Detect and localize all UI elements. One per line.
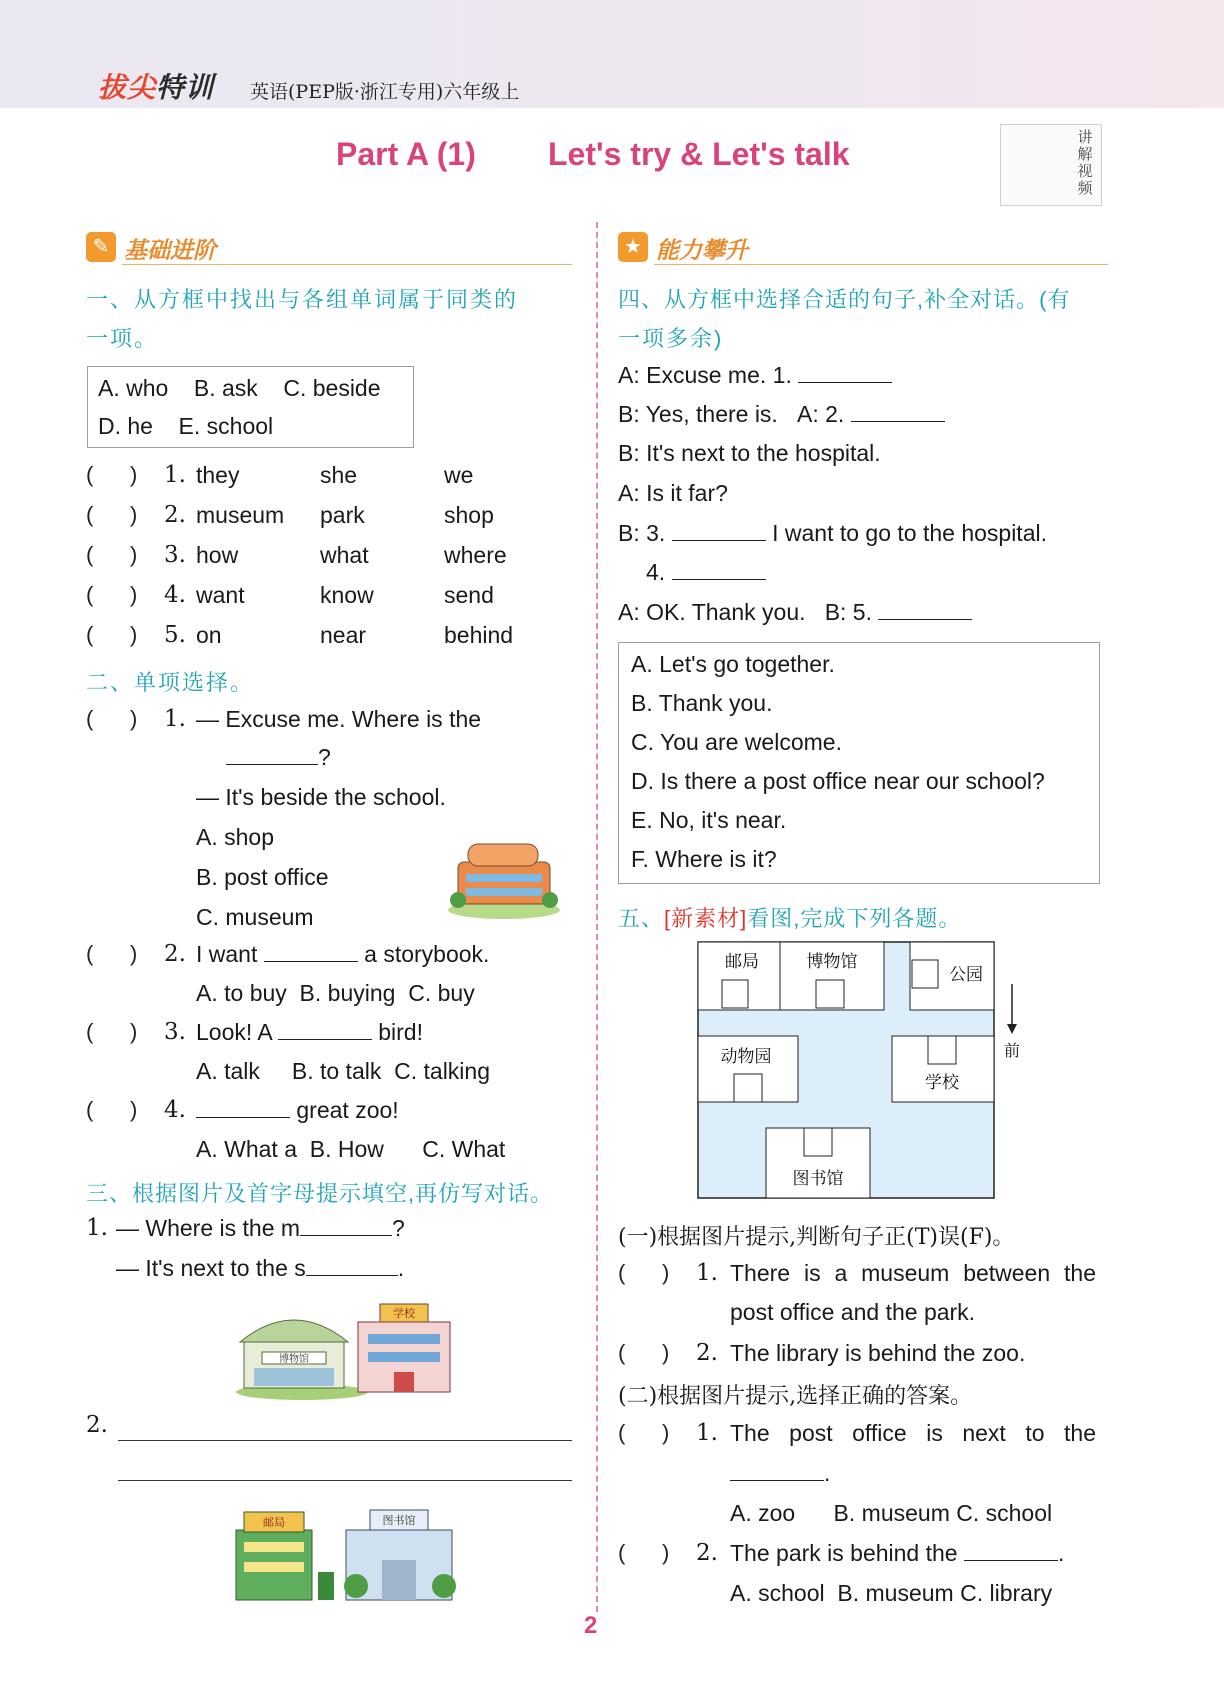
q5-p2-item2-options: A. school B. museum C. library (730, 1580, 1053, 1606)
q4-blank-3[interactable] (672, 522, 766, 541)
column-divider (596, 222, 598, 1612)
left-section-underline (122, 264, 572, 265)
q1-answer-paren[interactable]: ( ) (86, 462, 138, 487)
q1-word-1: museum (196, 502, 285, 528)
q2-item3-blank[interactable] (278, 1021, 372, 1040)
q1-word-1: on (196, 622, 222, 648)
q2-item4-stem: great zoo! (196, 1097, 399, 1124)
q1-options-line2: D. he E. school (98, 413, 274, 439)
q2-item4-answer-paren[interactable]: ( ) (86, 1097, 138, 1122)
q5-p1-item1-line1: There is a museum between the (730, 1260, 1096, 1286)
q5-p1-item2-paren[interactable]: ( ) (618, 1340, 670, 1365)
q4-blank-1[interactable] (798, 364, 892, 383)
map-zoo-label: 动物园 (720, 1047, 772, 1067)
q3-write-line2[interactable] (118, 1480, 572, 1481)
video-qr-box[interactable] (1000, 124, 1102, 206)
q4-dialog-5: B: 3. I want to go to the hospital. (618, 520, 1047, 546)
q4-dialog-7: A: OK. Thank you. B: 5. (618, 599, 972, 626)
museum-illustration (444, 830, 564, 920)
q3-item2-number: 2. (86, 1412, 108, 1438)
q5-p1-item2-text: The library is behind the zoo. (730, 1340, 1026, 1366)
q1-item-number: 5. (164, 622, 186, 648)
left-section-title: 基础进阶 (124, 237, 216, 263)
q2-item4-number: 4. (164, 1097, 186, 1123)
q4-option: A. Let's go together. (631, 651, 835, 677)
q4-dialog-2: B: Yes, there is. A: 2. (618, 401, 945, 428)
q1-word-3: behind (444, 622, 514, 648)
q1-word-2: near (320, 622, 367, 648)
town-map (696, 940, 1026, 1202)
q1-answer-paren[interactable]: ( ) (86, 502, 138, 527)
q5-instruction: 五、[新素材]看图,完成下列各题。 (618, 906, 962, 931)
climber-icon: ★ (618, 232, 648, 262)
q5-p2-item2-paren[interactable]: ( ) (618, 1540, 670, 1565)
q2-item1-answer-paren[interactable]: ( ) (86, 706, 138, 731)
q1-answer-paren[interactable]: ( ) (86, 542, 138, 567)
left-section-header (86, 228, 572, 268)
q2-item1-line1: — Excuse me. Where is the (196, 706, 482, 732)
q1-word-2: know (320, 582, 374, 608)
q4-option: C. You are welcome. (631, 729, 842, 755)
q4-dialog-6: 4. (646, 559, 766, 586)
q1-word-2: she (320, 462, 358, 488)
library-sign: 图书馆 (382, 1514, 416, 1527)
map-park-label: 公园 (949, 965, 983, 985)
q2-item3-options: A. talk B. to talk C. talking (196, 1058, 491, 1084)
q5-p2-item1-number: 1. (696, 1420, 718, 1446)
q1-word-3: we (444, 462, 474, 488)
q2-item2-blank[interactable] (264, 943, 358, 962)
q5-p1-item2-number: 2. (696, 1340, 718, 1366)
postoffice-library-illustration (232, 1506, 458, 1606)
q2-item3-number: 3. (164, 1019, 186, 1045)
q1-word-3: send (444, 582, 494, 608)
q2-item2-stem: I want a storybook. (196, 941, 490, 967)
q2-item3-stem: Look! A bird! (196, 1019, 423, 1045)
q2-item1-number: 1. (164, 706, 186, 732)
q5-p2-item1-options: A. zoo B. museum C. school (730, 1500, 1053, 1526)
q4-blank-2[interactable] (851, 403, 945, 422)
q1-word-1: want (196, 582, 245, 608)
q3-line2: — It's next to the s . (116, 1255, 405, 1281)
q1-answer-paren[interactable]: ( ) (86, 622, 138, 647)
q2-item3-answer-paren[interactable]: ( ) (86, 1019, 138, 1044)
q1-word-1: how (196, 542, 239, 568)
q2-item1-option-a: A. shop (196, 824, 274, 850)
q5-p2-item2-blank[interactable] (964, 1542, 1058, 1561)
q5-p2-item1-text: The post office is next to the (730, 1420, 1096, 1446)
q4-dialog-1: A: Excuse me. 1. (618, 362, 892, 389)
q4-blank-5[interactable] (878, 601, 972, 620)
q2-item2-answer-paren[interactable]: ( ) (86, 941, 138, 966)
new-material-tag: [新素材] (664, 906, 748, 931)
q5-p2-item1-blank-line: . (730, 1460, 830, 1487)
q3-blank-s[interactable] (306, 1257, 398, 1276)
q2-item1-line2: ? (226, 744, 331, 771)
school-sign: 学校 (393, 1307, 415, 1320)
q4-instruction-line1: 四、从方框中选择合适的句子,补全对话。(有 (618, 287, 1071, 312)
map-library-label: 图书馆 (792, 1169, 844, 1189)
q1-options-box (87, 366, 414, 448)
runner-icon: ✎ (86, 232, 116, 262)
right-section-underline (654, 264, 1108, 265)
q4-options-box (618, 642, 1100, 884)
q1-word-3: shop (444, 502, 494, 528)
q5-p1-item1-paren[interactable]: ( ) (618, 1260, 670, 1285)
q2-item1-option-b: B. post office (196, 864, 329, 890)
q1-word-3: where (444, 542, 507, 568)
q2-item1-line3: — It's beside the school. (196, 784, 446, 810)
map-school-label: 学校 (925, 1073, 959, 1093)
q3-blank-m[interactable] (300, 1217, 392, 1236)
museum-school-illustration (234, 1302, 454, 1402)
q2-item1-blank[interactable] (226, 746, 318, 765)
q2-item2-options: A. to buy B. buying C. buy (196, 980, 475, 1006)
q3-line1: — Where is the m ? (116, 1215, 405, 1241)
q5-p2-item1-blank[interactable] (730, 1462, 824, 1481)
q5-p2-item1-paren[interactable]: ( ) (618, 1420, 670, 1445)
q4-instruction-line2: 一项多余) (618, 326, 724, 351)
q2-item2-number: 2. (164, 941, 186, 967)
q4-option: B. Thank you. (631, 690, 773, 716)
q4-option: E. No, it's near. (631, 807, 787, 833)
q3-write-line1[interactable] (118, 1440, 572, 1441)
q1-instruction-line2: 一项。 (86, 326, 159, 351)
q1-item-number: 3. (164, 542, 186, 568)
q5-part1-title: (一)根据图片提示,判断句子正(T)误(F)。 (618, 1225, 1015, 1250)
q4-dialog-4: A: Is it far? (618, 480, 728, 506)
q2-instruction: 二、单项选择。 (86, 670, 255, 695)
q1-answer-paren[interactable]: ( ) (86, 582, 138, 607)
q4-option: F. Where is it? (631, 846, 777, 872)
map-post-office-label: 邮局 (725, 952, 759, 972)
q1-item-number: 1. (164, 462, 186, 488)
right-section-header (618, 228, 1108, 268)
q1-item-number: 2. (164, 502, 186, 528)
right-section-title: 能力攀升 (656, 237, 748, 263)
page-title-part: Part A (1) (336, 136, 476, 172)
q3-item1-number: 1. (86, 1215, 108, 1241)
page-number: 2 (584, 1612, 598, 1639)
q5-p2-item2-number: 2. (696, 1540, 718, 1566)
map-front-label: 前 (1003, 1041, 1021, 1060)
page-title-lesson: Let's try & Let's talk (548, 136, 850, 172)
q4-blank-4[interactable] (672, 561, 766, 580)
q1-word-1: they (196, 462, 240, 488)
q1-item-number: 4. (164, 582, 186, 608)
q1-options-line1: A. who B. ask C. beside (98, 375, 381, 401)
q2-item4-blank[interactable] (196, 1099, 290, 1118)
q5-p1-item1-line2: post office and the park. (730, 1299, 976, 1325)
video-label: 讲解视频 (1077, 129, 1093, 197)
brand-logo: 拔尖特训 (98, 72, 215, 103)
q2-item1-option-c: C. museum (196, 904, 314, 930)
q3-instruction: 三、根据图片及首字母提示填空,再仿写对话。 (86, 1181, 554, 1206)
map-museum-label: 博物馆 (806, 952, 858, 972)
museum-sign: 博物馆 (279, 1354, 309, 1365)
subject-label: 英语(PEP版·浙江专用)六年级上 (250, 81, 520, 103)
q5-part2-title: (二)根据图片提示,选择正确的答案。 (618, 1384, 973, 1409)
q1-word-2: park (320, 502, 365, 528)
q1-instruction-line1: 一、从方框中找出与各组单词属于同类的 (86, 287, 519, 312)
q4-dialog-3: B: It's next to the hospital. (618, 440, 881, 466)
post-office-sign: 邮局 (263, 1516, 285, 1529)
q5-p1-item1-number: 1. (696, 1260, 718, 1286)
q5-p2-item2-text: The park is behind the . (730, 1540, 1065, 1566)
q4-option: D. Is there a post office near our school? (631, 768, 1045, 794)
q1-word-2: what (320, 542, 369, 568)
q2-item4-options: A. What a B. How C. What (196, 1136, 506, 1162)
